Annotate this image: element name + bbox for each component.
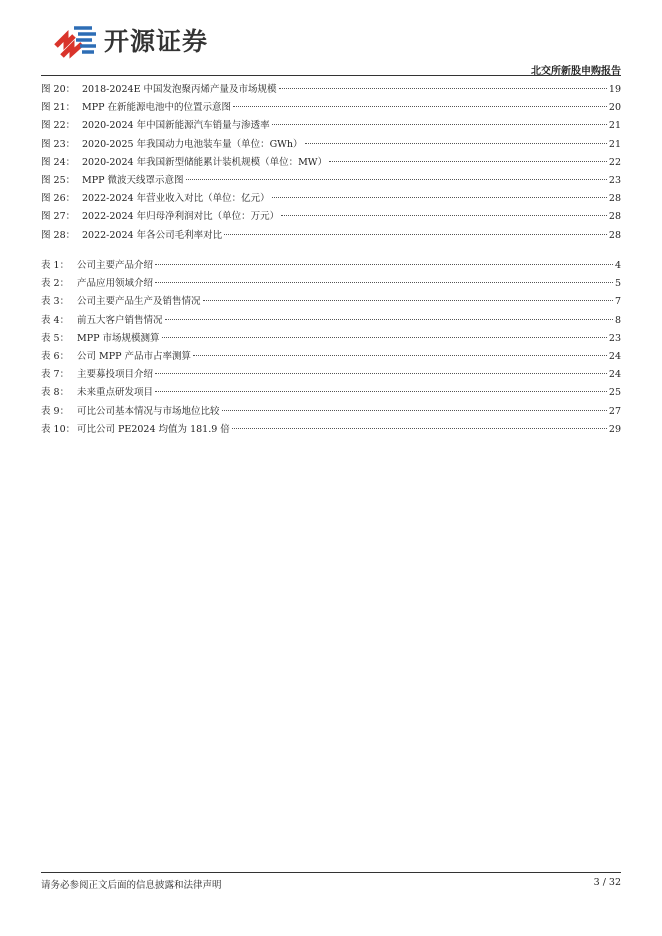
toc-entry-page: 22 xyxy=(608,156,621,168)
toc-leader-dots xyxy=(222,410,607,411)
toc-entry-label: 表 8： xyxy=(41,387,70,399)
toc-entry-title: MPP 市场规模测算 xyxy=(77,332,160,344)
toc-entry-page: 5 xyxy=(614,278,621,290)
toc-entry-label: 图 20： xyxy=(41,84,76,95)
logo-icon xyxy=(52,20,98,60)
toc-leader-dots xyxy=(272,197,607,198)
toc-entry-label: 表 10： xyxy=(41,423,76,435)
toc-entry-title: MPP 微波天线罩示意图 xyxy=(82,174,184,186)
toc-leader-dots xyxy=(279,88,607,89)
toc-leader-dots xyxy=(155,373,607,374)
toc-leader-dots xyxy=(203,300,613,301)
toc-entry-page: 24 xyxy=(608,350,621,362)
toc-leader-dots xyxy=(232,428,607,429)
toc-entry-label: 表 1： xyxy=(41,260,70,271)
toc-entry[interactable] xyxy=(41,275,621,293)
toc-entry-page: 21 xyxy=(608,138,621,150)
toc-entry[interactable] xyxy=(41,366,621,384)
toc-entry[interactable] xyxy=(41,81,621,99)
toc-leader-dots xyxy=(155,391,607,392)
table-list xyxy=(41,257,621,439)
toc-entry-label: 图 24： xyxy=(41,156,76,168)
toc-entry-label: 图 23： xyxy=(41,138,76,150)
toc-entry-title: 产品应用领域介绍 xyxy=(77,278,154,290)
toc-entry[interactable] xyxy=(41,154,621,172)
toc-entry-title: 2022-2024 年归母净利润对比（单位：万元） xyxy=(82,211,280,223)
toc-entry-title: 可比公司 PE2024 均值为 181.9 倍 xyxy=(77,423,230,435)
toc-entry-label: 表 9： xyxy=(41,405,70,417)
page-indicator: 3 / 32 xyxy=(593,877,621,888)
toc-entry-page: 25 xyxy=(608,387,621,399)
toc-entry-page: 28 xyxy=(608,229,621,241)
toc-entry-page: 7 xyxy=(614,296,621,308)
toc-entry-label: 图 27： xyxy=(41,211,76,223)
toc-entry[interactable] xyxy=(41,190,621,208)
toc-entry-title: 公司主要产品介绍 xyxy=(77,260,154,271)
toc-entry-label: 表 4： xyxy=(41,314,70,326)
toc-entry-label: 图 28： xyxy=(41,229,76,241)
toc-leader-dots xyxy=(272,124,607,125)
toc-entry-label: 表 6： xyxy=(41,350,70,362)
toc-entry-title: 2022-2024 年各公司毛利率对比 xyxy=(82,229,223,241)
toc-entry[interactable] xyxy=(41,330,621,348)
toc-entry-page: 20 xyxy=(608,102,621,114)
toc-entry-page: 4 xyxy=(614,260,621,271)
toc-leader-dots xyxy=(224,234,607,235)
toc-entry-page: 28 xyxy=(608,211,621,223)
toc-entry-title: MPP 在新能源电池中的位置示意图 xyxy=(82,102,232,114)
toc-entry-title: 2020-2024 年我国新型储能累计装机规模（单位：MW） xyxy=(82,156,328,168)
toc-entry-label: 图 22： xyxy=(41,120,76,132)
toc-entry-title: 前五大客户销售情况 xyxy=(77,314,163,326)
toc-entry-title: 2020-2024 年中国新能源汽车销量与渗透率 xyxy=(82,120,270,132)
toc-entry-label: 表 3： xyxy=(41,296,70,308)
toc-entry-title: 公司主要产品生产及销售情况 xyxy=(77,296,201,308)
toc-entry[interactable] xyxy=(41,117,621,135)
toc-entry-page: 29 xyxy=(608,423,621,435)
toc-entry-page: 23 xyxy=(608,174,621,186)
toc-leader-dots xyxy=(186,179,607,180)
toc-entry[interactable] xyxy=(41,421,621,439)
toc-entry[interactable] xyxy=(41,293,621,311)
toc-entry-label: 表 5： xyxy=(41,332,70,344)
toc-leader-dots xyxy=(329,161,607,162)
toc-entry-page: 27 xyxy=(608,405,621,417)
toc-entry[interactable] xyxy=(41,257,621,275)
footer-disclaimer: 请务必参阅正文后面的信息披露和法律声明 xyxy=(41,880,222,891)
toc-entry-title: 主要募投项目介绍 xyxy=(77,369,154,381)
toc-entry[interactable] xyxy=(41,227,621,245)
toc-leader-dots xyxy=(162,337,607,338)
toc-entry-title: 2020-2025 年我国动力电池装车量（单位：GWh） xyxy=(82,138,303,150)
toc-entry[interactable] xyxy=(41,348,621,366)
toc-entry[interactable] xyxy=(41,172,621,190)
toc-entry-page: 8 xyxy=(614,314,621,326)
toc-entry-title: 可比公司基本情况与市场地位比较 xyxy=(77,405,220,417)
toc-entry-label: 图 26： xyxy=(41,193,76,205)
logo xyxy=(52,20,208,60)
figure-list xyxy=(41,81,621,245)
toc-entry-label: 表 2： xyxy=(41,278,70,290)
toc-leader-dots xyxy=(155,264,613,265)
footer-divider xyxy=(41,872,621,873)
toc-entry-title: 2022-2024 年营业收入对比（单位：亿元） xyxy=(82,193,270,205)
toc-entry-label: 图 25： xyxy=(41,174,76,186)
toc-entry-page: 21 xyxy=(608,120,621,132)
toc-entry-page: 23 xyxy=(608,332,621,344)
toc-leader-dots xyxy=(281,215,607,216)
toc-entry[interactable] xyxy=(41,136,621,154)
report-type: 北交所新股申购报告 xyxy=(531,66,621,77)
toc-leader-dots xyxy=(233,106,607,107)
toc-leader-dots xyxy=(305,143,607,144)
toc-entry[interactable] xyxy=(41,312,621,330)
toc-entry-title: 公司 MPP 产品市占率测算 xyxy=(77,350,192,362)
toc-leader-dots xyxy=(155,282,613,283)
toc-entry-label: 表 7： xyxy=(41,369,70,381)
toc-entry[interactable] xyxy=(41,384,621,402)
toc-leader-dots xyxy=(193,355,607,356)
toc-entry-label: 图 21： xyxy=(41,102,76,114)
toc-entry[interactable] xyxy=(41,99,621,117)
toc-entry[interactable] xyxy=(41,208,621,226)
toc-leader-dots xyxy=(165,319,613,320)
toc-entry-title: 2018-2024E 中国发泡聚丙烯产量及市场规模 xyxy=(82,84,277,95)
brand-name: 开源证券 xyxy=(104,27,209,56)
toc-entry-page: 24 xyxy=(608,369,621,381)
toc-entry-page: 19 xyxy=(608,84,621,95)
toc-entry[interactable] xyxy=(41,403,621,421)
toc-entry-page: 28 xyxy=(608,193,621,205)
header-divider xyxy=(41,75,621,76)
toc-entry-title: 未来重点研发项目 xyxy=(77,387,154,399)
